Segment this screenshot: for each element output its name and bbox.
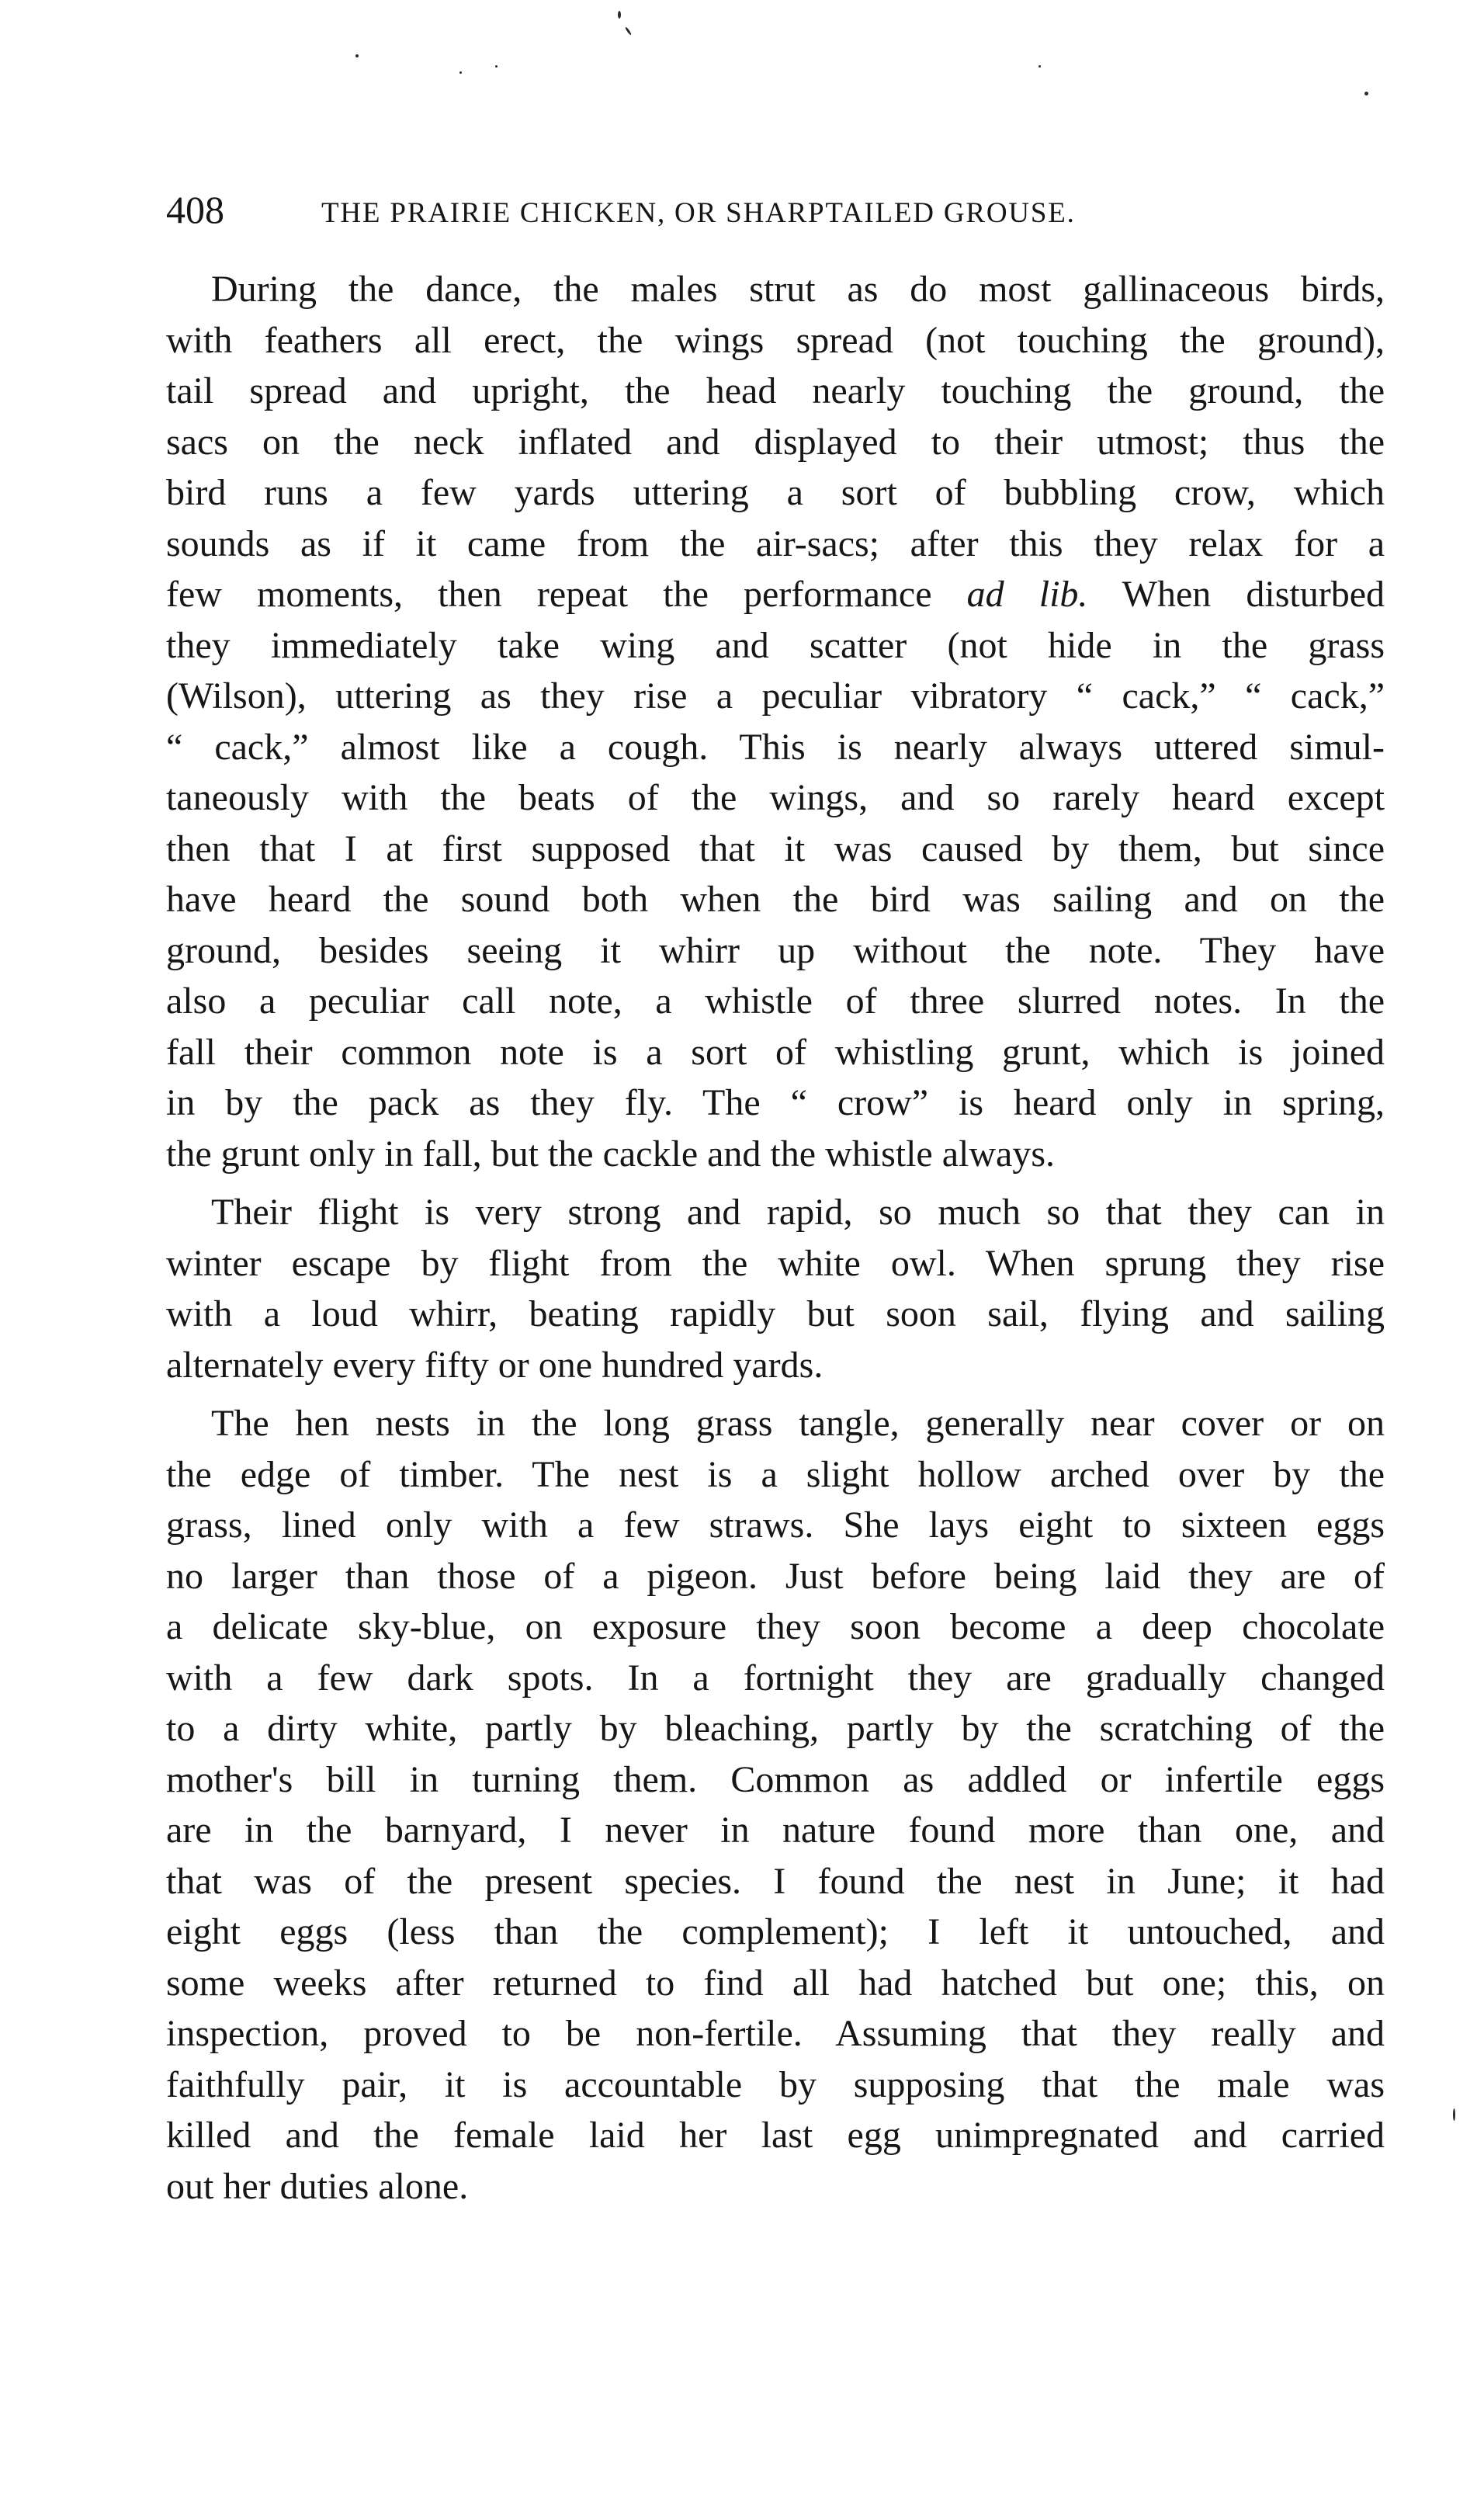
- running-title: THE PRAIRIE CHICKEN, OR SHARPTAILED GROUSE.: [321, 197, 1076, 229]
- text-line: grass, lined only with a few straws. She lays eight to sixteen eggs: [166, 1504, 1385, 1546]
- scan-speck: [618, 11, 621, 19]
- text-line: the edge of timber. The nest is a slight hollow arched over by the: [166, 1453, 1385, 1495]
- text-line: are in the barnyard, I never in nature found more than one, and: [166, 1810, 1385, 1851]
- text-line: winter escape by flight from the white owl. When sprung they rise: [166, 1242, 1385, 1284]
- text-line: have heard the sound both when the bird was sailing and on the: [166, 879, 1385, 920]
- text-line: (Wilson), uttering as they rise a peculiar vibratory “ cack,” “ cack,”: [166, 675, 1385, 717]
- body-text: [166, 264, 1385, 2219]
- scan-speck: [625, 26, 632, 36]
- text-line: mother's bill in turning them. Common as addled or infertile eggs: [166, 1758, 1385, 1800]
- text-line: a delicate sky-blue, on exposure they soon become a deep chocolate: [166, 1606, 1385, 1647]
- text-line: killed and the female laid her last egg unimpregnated and carried: [166, 2115, 1385, 2156]
- text-line: bird runs a few yards uttering a sort of bubbling crow, which: [166, 472, 1385, 513]
- text-line: the grunt only in fall, but the cackle and the whistle always.: [166, 1133, 1056, 1175]
- text-line: some weeks after returned to find all had hatched but one; this, on: [166, 1962, 1385, 2004]
- text-line: sacs on the neck inflated and displayed to their utmost; thus the: [166, 421, 1385, 463]
- text-line: no larger than those of a pigeon. Just before being laid they are of: [166, 1555, 1385, 1597]
- text-line: faithfully pair, it is accountable by supposing that the male was: [166, 2063, 1385, 2105]
- text-line: tail spread and upright, the head nearly touching the ground, the: [166, 370, 1385, 411]
- text-line: During the dance, the males strut as do most gallinaceous birds,: [211, 269, 1385, 310]
- paragraph: [166, 264, 1385, 1179]
- text-line: with feathers all erect, the wings spread (not touching the ground),: [166, 319, 1385, 361]
- scan-speck: [459, 71, 462, 74]
- text-line: out her duties alone.: [166, 2165, 469, 2207]
- scan-speck: [1364, 92, 1368, 95]
- paragraph: [166, 1187, 1385, 1390]
- text-line: also a peculiar call note, a whistle of three slurred notes. In the: [166, 980, 1385, 1022]
- scan-speck: [1453, 2108, 1455, 2121]
- text-line: few moments, then repeat the performance ad lib. When disturbed: [166, 574, 1385, 615]
- scan-speck: [495, 65, 498, 68]
- text-line: “ cack,” almost like a cough. This is nearly always uttered simul-: [166, 726, 1385, 768]
- text-line: to a dirty white, partly by bleaching, partly by the scratching of the: [166, 1708, 1385, 1749]
- text-line: fall their common note is a sort of whistling grunt, which is joined: [166, 1031, 1385, 1073]
- text-line: with a loud whirr, beating rapidly but soon sail, flying and sailing: [166, 1293, 1385, 1334]
- text-line: they immediately take wing and scatter (not hide in the grass: [166, 624, 1385, 666]
- text-line: then that I at first supposed that it was caused by them, but since: [166, 828, 1385, 869]
- text-line: sounds as if it came from the air-sacs; after this they relax for a: [166, 522, 1385, 564]
- scan-speck: [355, 54, 359, 57]
- text-line: inspection, proved to be non-fertile. Assuming that they really and: [166, 2013, 1385, 2054]
- paragraph: [166, 1398, 1385, 2212]
- text-line: The hen nests in the long grass tangle, generally near cover or on: [211, 1403, 1385, 1444]
- page-number: 408: [166, 188, 224, 231]
- text-line: ground, besides seeing it whirr up without the note. They have: [166, 929, 1385, 971]
- text-line: with a few dark spots. In a fortnight they are gradually changed: [166, 1657, 1385, 1699]
- text-line: taneously with the beats of the wings, and so rarely heard except: [166, 777, 1385, 818]
- text-line: Their flight is very strong and rapid, so much so that they can in: [211, 1192, 1385, 1233]
- text-line: eight eggs (less than the complement); I left it untouched, and: [166, 1911, 1385, 1952]
- page-header: [166, 186, 1214, 241]
- text-line: alternately every fifty or one hundred yards.: [166, 1344, 823, 1386]
- text-line: that was of the present species. I found the nest in June; it had: [166, 1860, 1385, 1902]
- text-line: in by the pack as they fly. The “ crow” is heard only in spring,: [166, 1082, 1385, 1123]
- scan-speck: [1038, 65, 1041, 68]
